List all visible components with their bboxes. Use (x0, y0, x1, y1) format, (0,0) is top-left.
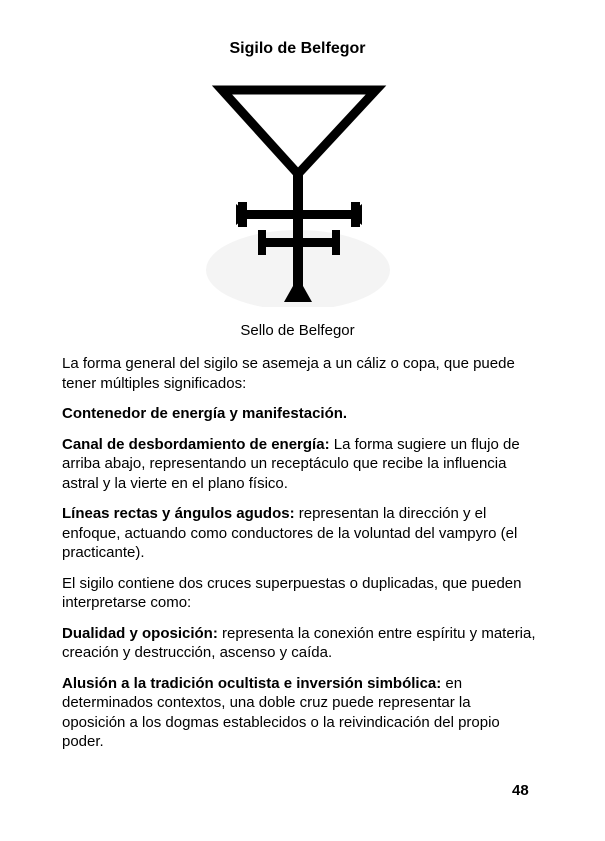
paragraph: La forma general del sigilo se asemeja a un cáliz o copa, que puede tener múltiples significados: (62, 355, 515, 392)
paragraph: Líneas rectas y ángulos agudos: representan la dirección y el enfoque, actuando como conductores de la voluntad del vampyro (el practicante). (62, 505, 518, 561)
page-number: 48 (512, 782, 529, 799)
page-title: Sigilo de Belfegor (229, 40, 366, 57)
sigil-upper-crossbar (244, 210, 354, 219)
belphegor-sigil-icon (200, 82, 390, 307)
sigil-stem (293, 170, 303, 298)
sigil-lower-right-end (332, 230, 340, 255)
paragraph: Alusión a la tradición ocultista e inversión simbólica: en determinados contextos, una doble cruz puede representar la oposición a los dogmas establecidos o la reivindicación del propio poder. (62, 674, 500, 750)
figure-caption: Sello de Belfegor (240, 322, 355, 339)
sigil-triangle (222, 90, 376, 174)
paragraph: Dualidad y oposición: representa la conexión entre espíritu y materia, creación y destrucción, ascenso y caída. (62, 624, 536, 661)
paragraph: Canal de desbordamiento de energía: La forma sugiere un flujo de arriba abajo, representando un receptáculo que recibe la influencia astral y la vierte en el plano físico. (62, 435, 520, 492)
sigil-lower-left-end (258, 230, 266, 255)
body-text (62, 354, 537, 763)
sigil-lower-crossbar (263, 238, 335, 247)
paragraph: Contenedor de energía y manifestación. (62, 405, 348, 422)
paragraph: El sigilo contiene dos cruces superpuestas o duplicadas, que pueden interpretarse como: (62, 574, 522, 611)
